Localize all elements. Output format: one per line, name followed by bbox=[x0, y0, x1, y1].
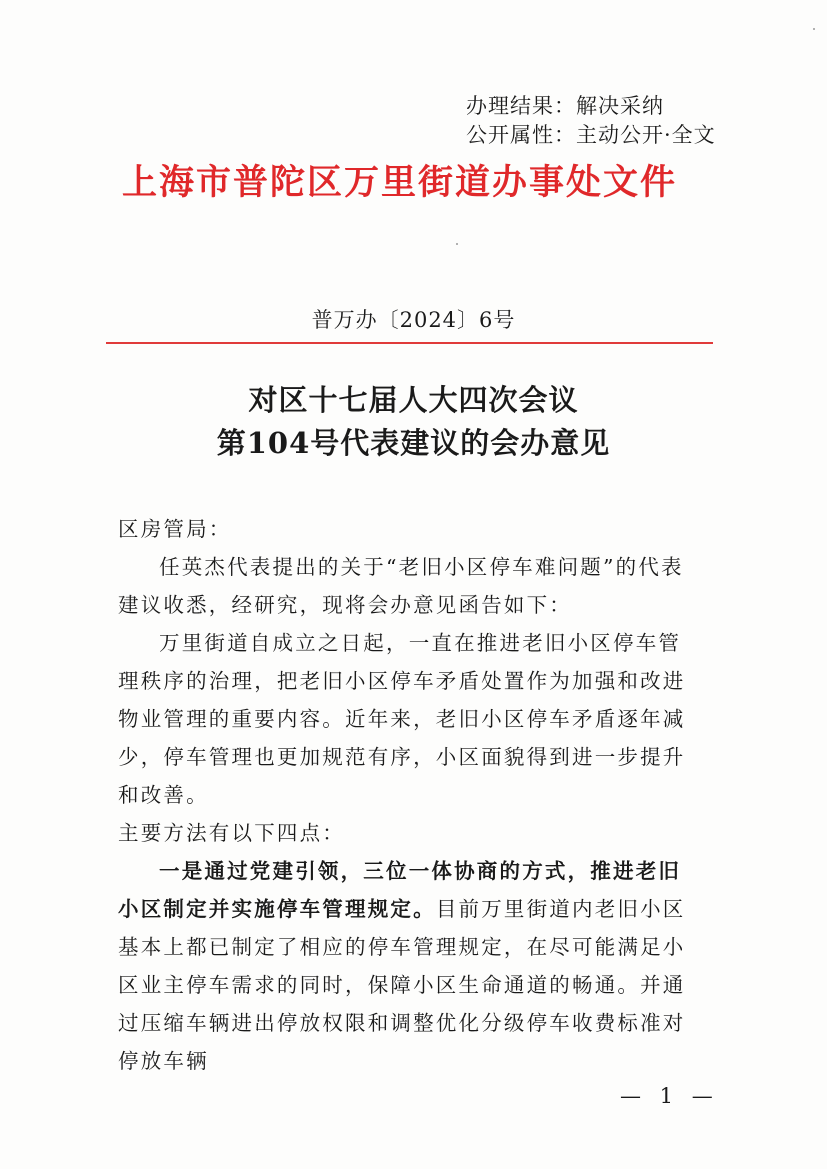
method-one-detail: 目前万里街道内老旧小区基本上都已制定了相应的停车管理规定，在尽可能满足小区业主停车需求的同时，保障小区生命通道的畅通。并通过压缩车辆进出停放权限和调整优化分级停车收费标准对停放车辆 bbox=[118, 897, 686, 1073]
method-one-heading: 一是通过党建引领，三位一体协商的方式，推进老旧小区制定并实施停车管理规定。 bbox=[118, 859, 682, 921]
salutation: 区房管局： bbox=[118, 517, 232, 541]
issuing-org-title: 上海市普陀区万里街道办事处文件 bbox=[122, 162, 678, 203]
paragraph-method-one bbox=[118, 852, 698, 1080]
paragraph-background: 万里街道自成立之日起，一直在推进老旧小区停车管理秩序的治理，把老旧小区停车矛盾处置作为加强和改进物业管理的重要内容。近年来，老旧小区停车矛盾逐年减少，停车管理也更加规范有序，小区面貌得到进一步提升和改善。 bbox=[118, 631, 686, 807]
handling-result: 办理结果：解决采纳 bbox=[466, 94, 664, 118]
disclosure-attribute: 公开属性：主动公开·全文 bbox=[466, 123, 716, 147]
red-divider-line bbox=[106, 342, 713, 344]
document-title-line-1: 对区十七届人大四次会议 bbox=[248, 383, 579, 417]
scan-speck bbox=[813, 28, 815, 30]
scan-speck bbox=[456, 243, 458, 245]
document-number: 普万办〔2024〕6号 bbox=[311, 308, 516, 332]
page-number: — 1 — bbox=[620, 1084, 719, 1108]
paragraph-intro: 任英杰代表提出的关于“老旧小区停车难问题”的代表建议收悉，经研究，现将会办意见函告如下： bbox=[118, 555, 684, 617]
document-title-line-2: 第104号代表建议的会办意见 bbox=[216, 426, 611, 460]
body-paragraphs bbox=[118, 548, 698, 1080]
paragraph-methods-lead: 主要方法有以下四点： bbox=[118, 821, 345, 845]
